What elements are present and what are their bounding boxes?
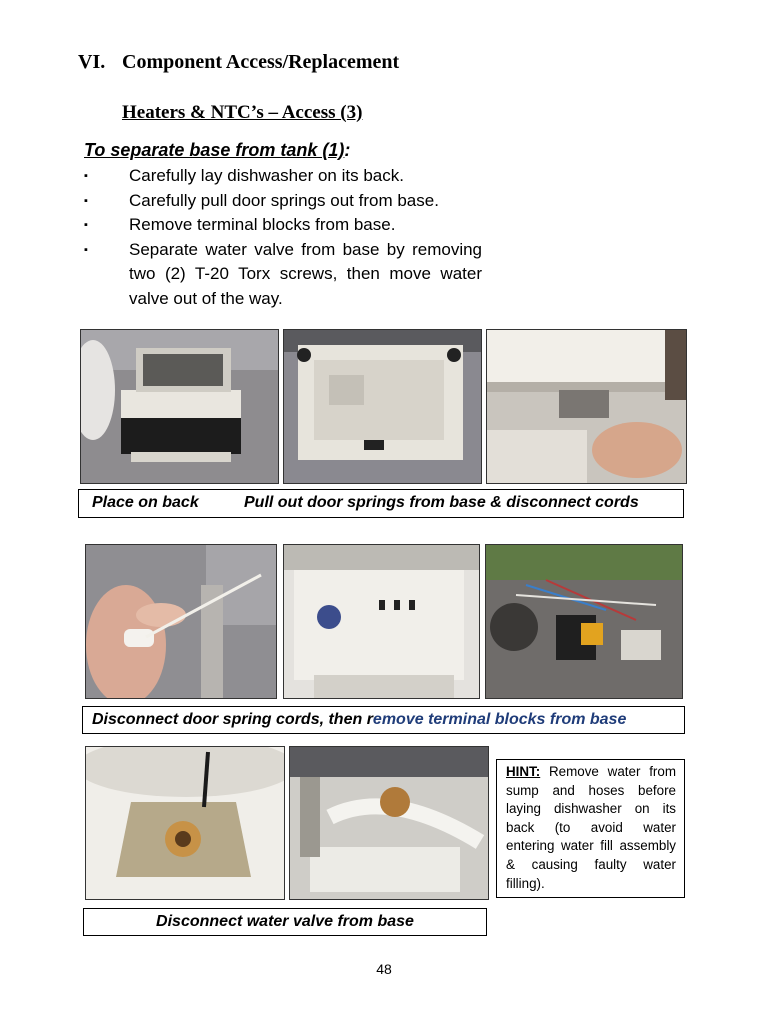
caption-row2-black: Disconnect door spring cords, then r bbox=[92, 711, 373, 728]
section-number: VI. bbox=[78, 51, 106, 73]
steps-title-colon: : bbox=[344, 140, 351, 160]
list-item bbox=[84, 189, 482, 214]
steps-title bbox=[84, 140, 350, 161]
bullet-icon: ▪ bbox=[84, 219, 88, 231]
step-text: Carefully lay dishwasher on its back. bbox=[129, 166, 404, 185]
photo-dishwasher-on-back bbox=[80, 329, 279, 484]
caption-row2-text bbox=[92, 711, 626, 729]
section-title: Component Access/Replacement bbox=[122, 51, 400, 73]
caption-pull-springs: Pull out door springs from base & disconnect cords bbox=[244, 494, 639, 511]
bullet-icon: ▪ bbox=[84, 194, 88, 207]
bullet-icon: ▪ bbox=[84, 243, 88, 256]
photo-base-interior bbox=[283, 544, 480, 699]
list-item bbox=[84, 164, 482, 189]
caption-row2-blue: emove terminal blocks from base bbox=[372, 711, 627, 728]
photo-terminal-blocks bbox=[485, 544, 683, 699]
hint-label: HINT: bbox=[506, 764, 541, 779]
bullet-icon: ▪ bbox=[84, 170, 88, 182]
caption-row1 bbox=[78, 489, 684, 518]
steps-title-text: To separate base from tank (1) bbox=[84, 140, 345, 160]
step-text: Carefully pull door springs out from base. bbox=[129, 190, 439, 210]
hint-text: Remove water from sump and hoses before laying dishwasher on its back (to avoid water entering water fill assembly & causing faulty water filling). bbox=[506, 764, 676, 891]
photo-door-spring-cord bbox=[85, 544, 277, 699]
photo-water-valve-base bbox=[289, 746, 489, 900]
photo-dishwasher-base bbox=[283, 329, 482, 484]
steps-list bbox=[84, 164, 482, 311]
photo-pull-door-springs bbox=[486, 329, 687, 484]
page-number: 48 bbox=[376, 961, 392, 977]
photo-water-valve-screw bbox=[85, 746, 285, 900]
section-heading bbox=[78, 51, 399, 74]
step-text: Remove terminal blocks from base. bbox=[129, 215, 396, 234]
list-item bbox=[84, 238, 482, 312]
step-text: Separate water valve from base by removing two (2) T-20 Torx screws, then move water valve out of the way. bbox=[129, 239, 482, 308]
page-subheading: Heaters & NTC’s – Access (3) bbox=[122, 102, 363, 123]
caption-row2 bbox=[82, 706, 685, 734]
hint-box bbox=[496, 759, 685, 898]
caption-place-on-back: Place on back bbox=[92, 494, 199, 511]
caption-disconnect-valve: Disconnect water valve from base bbox=[83, 908, 487, 936]
list-item bbox=[84, 213, 482, 238]
